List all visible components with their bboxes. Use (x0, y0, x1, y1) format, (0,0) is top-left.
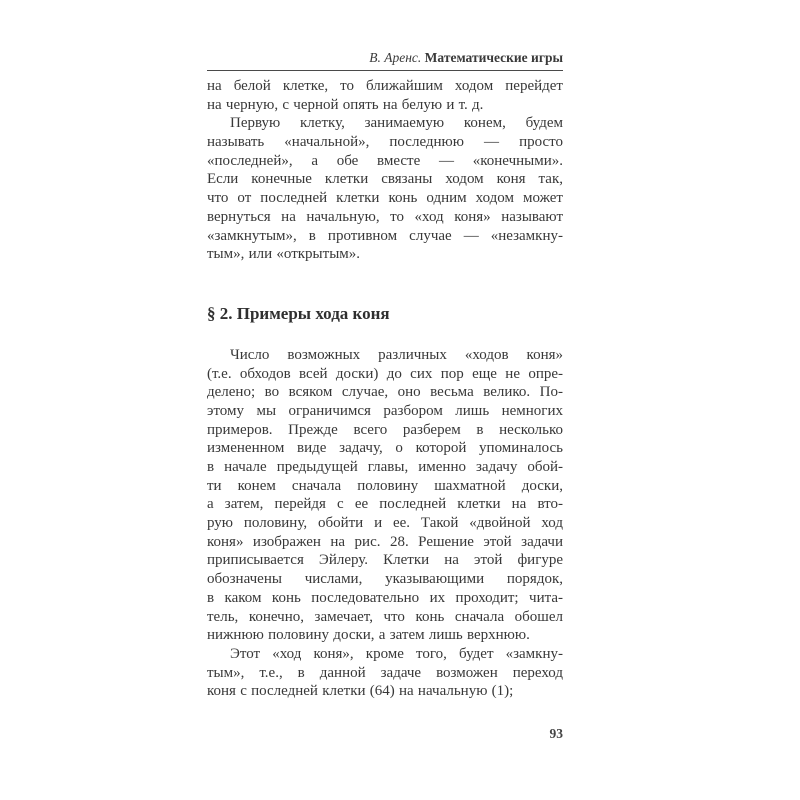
text-line: тым», или «открытым». (207, 246, 361, 263)
text-line: вернуться на начальную, то «ход коня» называют (207, 208, 563, 225)
text-line: ти конем сначала половину шахматной доски, (207, 477, 563, 494)
text-line: тель, конечно, замечает, что конь сначала обошел (207, 608, 563, 625)
text-line: в начале предыдущей главы, именно задачу обой- (207, 459, 563, 475)
text-line: коня с последней клетки (64) на начальную (1); (207, 683, 514, 700)
text-line: «последней», а обе вместе — «конечными». (207, 152, 563, 169)
paragraph (207, 114, 563, 264)
text-line: делено; во всяком случае, оно весьма велико. По- (207, 384, 563, 401)
text-line: Число возможных различных «ходов коня» (230, 346, 563, 363)
text-line: что от последней клетки конь одним ходом может (207, 190, 563, 207)
running-header-author: В. Аренс. (369, 50, 422, 65)
text-line: в каком конь последовательно их проходит; чита- (207, 589, 563, 606)
text-line: примеров. Прежде всего разберем в несколько (207, 421, 563, 438)
text-line: приписывается Эйлеру. Клетки на этой фигуре (207, 552, 563, 569)
text-line: Первую клетку, занимаемую конем, будем (230, 115, 563, 132)
paragraph (207, 346, 563, 645)
header-rule (207, 70, 563, 71)
text-line: называть «начальной», последнюю — просто (207, 134, 563, 151)
text-line: (т.е. обходов всей доски) до сих пор еще не опре- (207, 365, 563, 382)
text-line: рую половину, обойти и ее. Такой «двойной ход (207, 515, 563, 532)
text-line: тым», т.е., в данной задаче возможен переход (207, 664, 563, 681)
page-number: 93 (549, 726, 563, 741)
text-line: нижнюю половину доски, а затем лишь верхнюю. (207, 627, 530, 644)
text-line: этому мы ограничимся разбором лишь немногих (207, 402, 563, 419)
text-line: Если конечные клетки связаны ходом коня так, (207, 171, 563, 188)
text-line: «замкнутым», в противном случае — «незамкну- (207, 227, 563, 244)
running-header (207, 50, 563, 66)
text-block (207, 77, 563, 701)
text-line: на черную, с черной опять на белую и т. д. (207, 96, 484, 113)
section-heading: § 2. Примеры хода коня (207, 303, 390, 323)
text-line: а затем, перейдя с ее последней клетки на вто- (207, 496, 563, 513)
text-line: Этот «ход коня», кроме того, будет «замкну- (230, 645, 563, 662)
text-line: на белой клетке, то ближайшим ходом перейдет (207, 78, 563, 94)
text-line: измененном виде задачу, о которой упоминалось (207, 440, 563, 457)
text-line: обозначены числами, указывающими порядок, (207, 571, 563, 588)
paragraph (207, 645, 563, 701)
paragraph (207, 77, 563, 114)
text-line: коня» изображен на рис. 28. Решение этой задачи (207, 533, 563, 550)
running-header-title: Математические игры (424, 50, 563, 65)
